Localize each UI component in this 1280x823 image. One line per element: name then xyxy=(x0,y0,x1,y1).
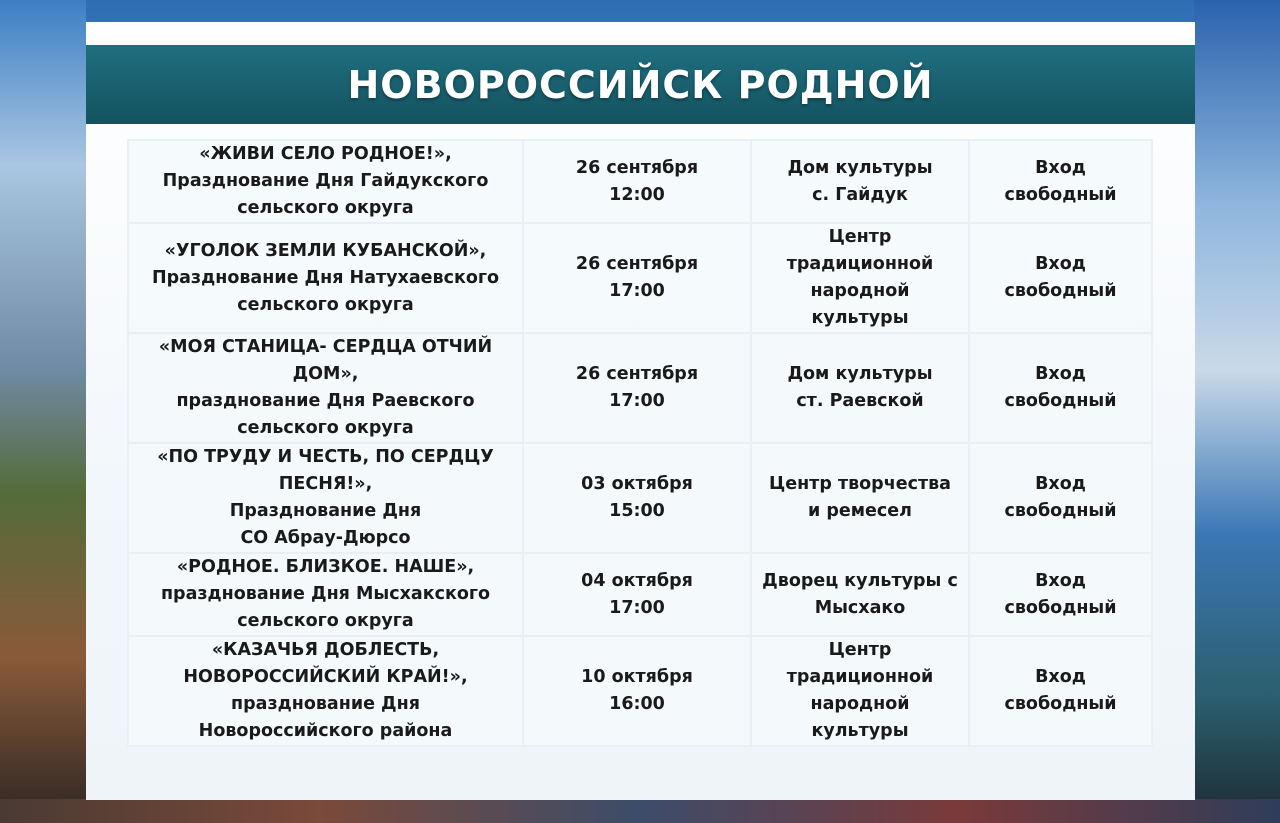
event-name-line: празднование Дня Раевского xyxy=(176,391,475,411)
event-datetime-cell xyxy=(523,333,751,443)
event-venue-line: Центр xyxy=(828,227,892,247)
event-entry-line: Вход xyxy=(1035,364,1086,384)
event-entry-line: свободный xyxy=(1004,694,1117,714)
event-venue-line: Мысхако xyxy=(814,597,906,618)
table-row xyxy=(128,140,1152,223)
event-date: 26 сентября xyxy=(575,157,699,178)
page-title: НОВОРОССИЙСК РОДНОЙ xyxy=(347,62,934,107)
event-name-line: Празднование Дня Натухаевского xyxy=(151,267,500,288)
event-name-line: сельского округа xyxy=(237,294,414,315)
event-name-line: сельского округа xyxy=(237,198,414,218)
event-entry-line: Вход xyxy=(1035,570,1086,591)
event-name-line: празднование Дня xyxy=(231,694,420,714)
event-venue-line: традиционной xyxy=(786,254,934,274)
background-left xyxy=(0,0,86,823)
event-entry-line: свободный xyxy=(1004,281,1117,301)
event-name-line: ДОМ», xyxy=(292,364,359,384)
event-name-line: «РОДНОЕ. БЛИЗКОЕ. НАШЕ», xyxy=(176,557,475,577)
event-venue-line: и ремесел xyxy=(808,501,912,521)
event-entry-cell xyxy=(969,553,1152,636)
event-datetime-cell xyxy=(523,140,751,223)
event-date: 03 октября xyxy=(581,474,693,494)
event-name-line: Новороссийского района xyxy=(198,721,453,741)
event-venue-line: ст. Раевской xyxy=(796,391,924,411)
background-right xyxy=(1194,0,1280,823)
event-name-cell xyxy=(128,443,523,553)
table-row xyxy=(128,223,1152,333)
event-name-cell xyxy=(128,333,523,443)
event-datetime-cell xyxy=(523,223,751,333)
title-banner xyxy=(86,45,1195,124)
event-name-line: «ПО ТРУДУ И ЧЕСТЬ, ПО СЕРДЦУ xyxy=(157,447,494,467)
event-time: 16:00 xyxy=(609,694,665,714)
event-venue-cell xyxy=(751,223,969,333)
event-name-line: празднование Дня Мысхакского xyxy=(160,584,491,604)
event-name-line: СО Абрау-Дюрсо xyxy=(240,528,411,548)
event-entry-cell xyxy=(969,333,1152,443)
event-name-line: Празднование Дня xyxy=(229,501,422,521)
event-name-cell xyxy=(128,636,523,746)
event-name-line: НОВОРОССИЙСКИЙ КРАЙ!», xyxy=(183,667,468,687)
event-venue-cell xyxy=(751,333,969,443)
event-venue-cell xyxy=(751,443,969,553)
event-name-line: сельского округа xyxy=(237,611,414,631)
event-venue-line: с. Гайдук xyxy=(812,184,908,205)
event-venue-line: народной xyxy=(810,281,910,301)
event-entry-line: свободный xyxy=(1004,597,1117,618)
event-venue-line: народной xyxy=(810,694,910,714)
event-name-line: Празднование Дня Гайдукского xyxy=(162,171,489,191)
event-name-line: ПЕСНЯ!», xyxy=(278,474,373,494)
table-row xyxy=(128,553,1152,636)
event-time: 12:00 xyxy=(609,184,665,205)
event-date: 10 октября xyxy=(581,667,693,687)
event-date: 26 сентября xyxy=(575,254,699,274)
schedule-panel xyxy=(86,22,1195,800)
table-row xyxy=(128,443,1152,553)
event-name-line: «КАЗАЧЬЯ ДОБЛЕСТЬ, xyxy=(211,640,440,660)
event-datetime-cell xyxy=(523,443,751,553)
event-entry-line: Вход xyxy=(1035,157,1086,178)
event-venue-line: Центр творчества xyxy=(768,474,951,494)
event-venue-line: культуры xyxy=(811,308,909,328)
event-time: 15:00 xyxy=(609,501,665,521)
table-row xyxy=(128,636,1152,746)
event-venue-line: Дом культуры xyxy=(787,157,933,178)
events-table xyxy=(127,139,1153,747)
event-name-cell xyxy=(128,223,523,333)
event-entry-cell xyxy=(969,636,1152,746)
event-date: 04 октября xyxy=(581,570,693,591)
event-entry-line: свободный xyxy=(1004,501,1117,521)
event-datetime-cell xyxy=(523,553,751,636)
event-venue-line: Дворец культуры с xyxy=(762,570,958,591)
event-name-line: «УГОЛОК ЗЕМЛИ КУБАНСКОЙ», xyxy=(164,240,487,261)
event-venue-cell xyxy=(751,140,969,223)
event-entry-line: Вход xyxy=(1035,254,1086,274)
event-time: 17:00 xyxy=(609,281,665,301)
table-row xyxy=(128,333,1152,443)
event-name-cell xyxy=(128,553,523,636)
event-time: 17:00 xyxy=(609,391,665,411)
event-name-line: «МОЯ СТАНИЦА- СЕРДЦА ОТЧИЙ xyxy=(158,337,493,357)
event-venue-line: Центр xyxy=(828,640,892,660)
event-entry-line: Вход xyxy=(1035,667,1086,687)
event-venue-line: культуры xyxy=(811,721,909,741)
event-entry-line: свободный xyxy=(1004,391,1117,411)
event-datetime-cell xyxy=(523,636,751,746)
event-entry-line: Вход xyxy=(1035,474,1086,494)
event-venue-cell xyxy=(751,636,969,746)
event-entry-cell xyxy=(969,140,1152,223)
event-entry-cell xyxy=(969,223,1152,333)
background-bottom xyxy=(0,799,1280,823)
event-venue-line: традиционной xyxy=(786,667,934,687)
event-name-line: «ЖИВИ СЕЛО РОДНОЕ!», xyxy=(199,144,452,164)
event-name-line: сельского округа xyxy=(237,418,414,438)
event-entry-cell xyxy=(969,443,1152,553)
event-name-cell xyxy=(128,140,523,223)
event-venue-cell xyxy=(751,553,969,636)
event-time: 17:00 xyxy=(609,597,665,618)
event-date: 26 сентября xyxy=(575,364,699,384)
event-entry-line: свободный xyxy=(1004,184,1117,205)
event-venue-line: Дом культуры xyxy=(787,364,933,384)
